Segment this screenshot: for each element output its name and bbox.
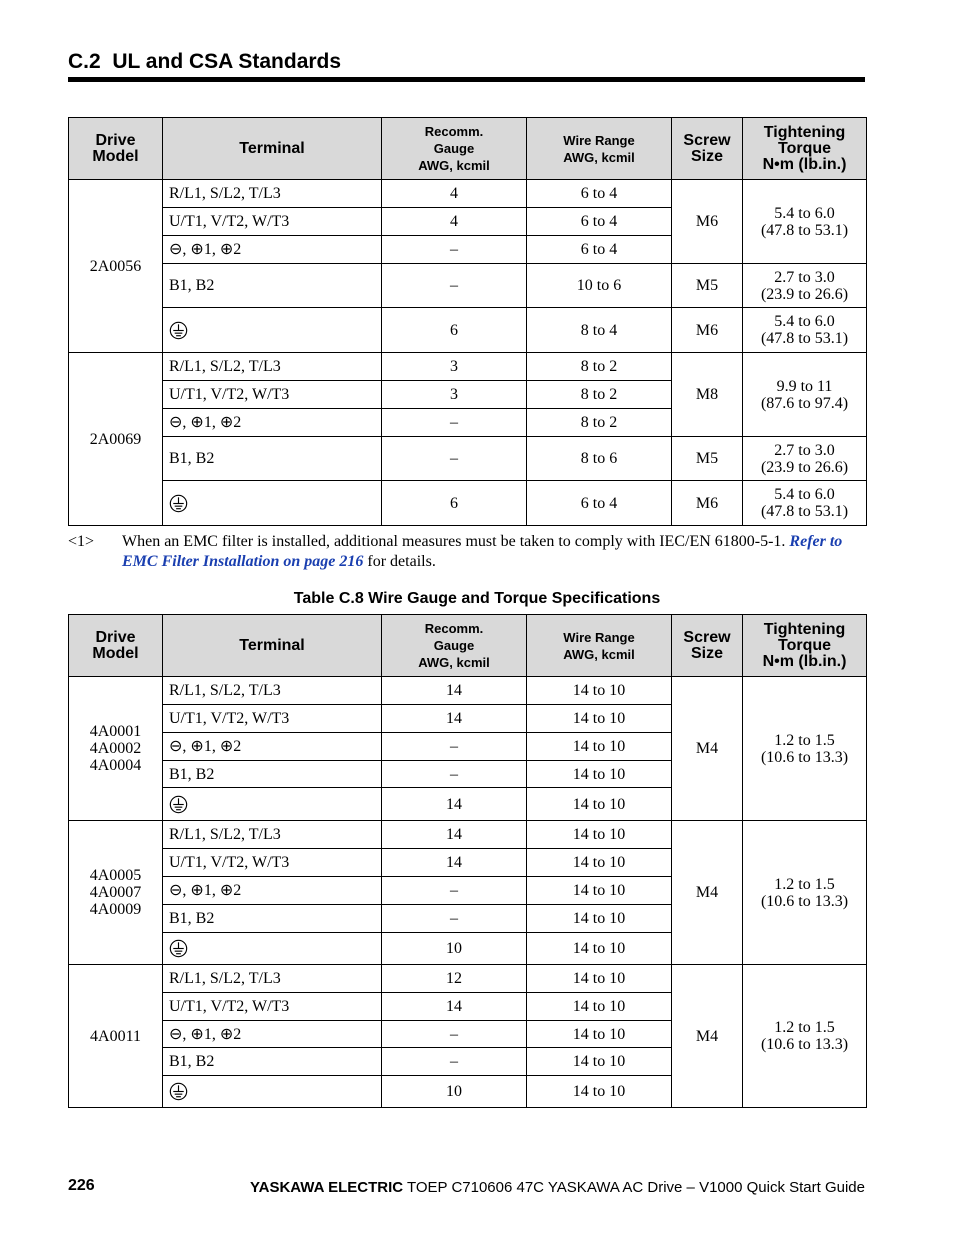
ground-icon — [169, 939, 188, 958]
screw-size-cell: M4 — [672, 677, 743, 821]
wire-gauge-table-2a — [68, 117, 867, 526]
terminal-cell: B1, B2 — [163, 761, 382, 788]
wire-range-cell: 6 to 4 — [527, 180, 672, 208]
terminal-cell: U/T1, V/T2, W/T3 — [163, 208, 382, 236]
table-row — [69, 180, 867, 208]
gauge-cell: 14 — [382, 849, 527, 877]
gauge-cell: – — [382, 733, 527, 761]
footnote — [68, 532, 868, 572]
table-caption: Table C.8 Wire Gauge and Torque Specifications — [293, 590, 661, 607]
gauge-cell: 10 — [382, 1076, 527, 1108]
screw-size-cell: M4 — [672, 965, 743, 1108]
header-terminal: Terminal — [163, 118, 382, 180]
torque-cell: 2.7 to 3.0 (23.9 to 26.6) — [743, 437, 867, 481]
gauge-cell: 14 — [382, 821, 527, 849]
footnote-tail: for details. — [363, 553, 436, 570]
table-row — [69, 481, 867, 526]
wire-range-cell: 14 to 10 — [527, 733, 672, 761]
header-gauge: Recomm. Gauge AWG, kcmil — [382, 118, 527, 180]
footer-brand: YASKAWA ELECTRIC — [250, 1179, 404, 1196]
gauge-cell: 3 — [382, 353, 527, 381]
terminal-cell: U/T1, V/T2, W/T3 — [163, 993, 382, 1021]
terminal-cell: ⊖, ⊕1, ⊕2 — [163, 236, 382, 264]
gauge-cell: – — [382, 761, 527, 788]
screw-size-cell: M6 — [672, 481, 743, 526]
wire-range-cell: 14 to 10 — [527, 877, 672, 905]
table-row — [69, 264, 867, 308]
gauge-cell: 10 — [382, 933, 527, 965]
gauge-cell: 6 — [382, 481, 527, 526]
wire-range-cell: 14 to 10 — [527, 933, 672, 965]
terminal-cell: ⊖, ⊕1, ⊕2 — [163, 409, 382, 437]
wire-range-cell: 14 to 10 — [527, 1076, 672, 1108]
header-wire-range: Wire Range AWG, kcmil — [527, 615, 672, 677]
wire-range-cell: 14 to 10 — [527, 1048, 672, 1076]
drive-model-cell: 4A0005 4A0007 4A0009 — [69, 821, 163, 965]
wire-range-cell: 14 to 10 — [527, 993, 672, 1021]
table-row — [69, 353, 867, 381]
drive-model-cell: 4A0001 4A0002 4A0004 — [69, 677, 163, 821]
wire-range-cell: 14 to 10 — [527, 677, 672, 705]
header-screw-size: Screw Size — [672, 615, 743, 677]
terminal-cell: B1, B2 — [163, 905, 382, 933]
terminal-cell-ground — [163, 1076, 382, 1108]
ground-icon — [169, 321, 188, 340]
gauge-cell: 14 — [382, 993, 527, 1021]
ground-icon — [169, 1082, 188, 1101]
header-drive-model: Drive Model — [69, 118, 163, 180]
screw-size-cell: M4 — [672, 821, 743, 965]
header-wire-range: Wire Range AWG, kcmil — [527, 118, 672, 180]
screw-size-cell: M5 — [672, 264, 743, 308]
table-row — [69, 308, 867, 353]
screw-size-cell: M6 — [672, 308, 743, 353]
terminal-cell-ground — [163, 481, 382, 526]
header-torque: Tightening Torque N•m (lb.in.) — [743, 118, 867, 180]
wire-range-cell: 8 to 2 — [527, 353, 672, 381]
wire-range-cell: 6 to 4 — [527, 208, 672, 236]
terminal-cell: R/L1, S/L2, T/L3 — [163, 353, 382, 381]
terminal-cell: R/L1, S/L2, T/L3 — [163, 965, 382, 993]
torque-cell: 2.7 to 3.0 (23.9 to 26.6) — [743, 264, 867, 308]
gauge-cell: – — [382, 264, 527, 308]
gauge-cell: – — [382, 437, 527, 481]
footer-text — [250, 1179, 865, 1196]
terminal-cell-ground — [163, 788, 382, 821]
terminal-cell: ⊖, ⊕1, ⊕2 — [163, 733, 382, 761]
wire-range-cell: 6 to 4 — [527, 236, 672, 264]
wire-range-cell: 14 to 10 — [527, 1021, 672, 1048]
torque-cell: 5.4 to 6.0 (47.8 to 53.1) — [743, 180, 867, 264]
header-screw-size: Screw Size — [672, 118, 743, 180]
gauge-cell: – — [382, 1021, 527, 1048]
wire-range-cell: 8 to 4 — [527, 308, 672, 353]
ground-icon — [169, 494, 188, 513]
header-gauge: Recomm. Gauge AWG, kcmil — [382, 615, 527, 677]
gauge-cell: – — [382, 877, 527, 905]
torque-cell: 1.2 to 1.5 (10.6 to 13.3) — [743, 821, 867, 965]
terminal-cell: U/T1, V/T2, W/T3 — [163, 705, 382, 733]
gauge-cell: 14 — [382, 677, 527, 705]
torque-cell: 9.9 to 11 (87.6 to 97.4) — [743, 353, 867, 437]
header-drive-model: Drive Model — [69, 615, 163, 677]
table-row — [69, 437, 867, 481]
torque-cell: 1.2 to 1.5 (10.6 to 13.3) — [743, 965, 867, 1108]
footnote-body — [122, 532, 868, 572]
terminal-cell: B1, B2 — [163, 1048, 382, 1076]
wire-range-cell: 8 to 2 — [527, 381, 672, 409]
wire-range-cell: 14 to 10 — [527, 788, 672, 821]
drive-model-cell: 4A0011 — [69, 965, 163, 1108]
header-terminal: Terminal — [163, 615, 382, 677]
header-torque: Tightening Torque N•m (lb.in.) — [743, 615, 867, 677]
terminal-cell: B1, B2 — [163, 437, 382, 481]
footnote-mark: <1> — [68, 533, 95, 550]
table-header-row — [69, 615, 867, 677]
gauge-cell: 6 — [382, 308, 527, 353]
ground-icon — [169, 795, 188, 814]
table-row — [69, 821, 867, 849]
wire-range-cell: 8 to 6 — [527, 437, 672, 481]
torque-cell: 1.2 to 1.5 (10.6 to 13.3) — [743, 677, 867, 821]
gauge-cell: 3 — [382, 381, 527, 409]
section-number: C.2 — [68, 50, 101, 73]
emc-filter-reference-link[interactable]: Refer to EMC Filter Installation on page 216 — [122, 533, 843, 570]
gauge-cell: 14 — [382, 788, 527, 821]
wire-range-cell: 14 to 10 — [527, 705, 672, 733]
gauge-cell: – — [382, 905, 527, 933]
terminal-cell: R/L1, S/L2, T/L3 — [163, 677, 382, 705]
gauge-cell: – — [382, 409, 527, 437]
table-row — [69, 677, 867, 705]
torque-cell: 5.4 to 6.0 (47.8 to 53.1) — [743, 308, 867, 353]
drive-model-cell: 2A0056 — [69, 180, 163, 353]
wire-range-cell: 14 to 10 — [527, 965, 672, 993]
gauge-cell: 12 — [382, 965, 527, 993]
gauge-cell: – — [382, 236, 527, 264]
gauge-cell: – — [382, 1048, 527, 1076]
wire-range-cell: 14 to 10 — [527, 849, 672, 877]
gauge-cell: 4 — [382, 180, 527, 208]
terminal-cell: R/L1, S/L2, T/L3 — [163, 821, 382, 849]
drive-model-cell: 2A0069 — [69, 353, 163, 526]
wire-range-cell: 14 to 10 — [527, 761, 672, 788]
wire-range-cell: 8 to 2 — [527, 409, 672, 437]
section-rule — [68, 77, 865, 82]
torque-cell: 5.4 to 6.0 (47.8 to 53.1) — [743, 481, 867, 526]
terminal-cell: B1, B2 — [163, 264, 382, 308]
wire-gauge-table-4a — [68, 614, 867, 1108]
page-number: 226 — [68, 1177, 95, 1194]
screw-size-cell: M6 — [672, 180, 743, 264]
terminal-cell: U/T1, V/T2, W/T3 — [163, 849, 382, 877]
terminal-cell: ⊖, ⊕1, ⊕2 — [163, 1021, 382, 1048]
wire-range-cell: 14 to 10 — [527, 905, 672, 933]
section-title — [68, 50, 341, 74]
screw-size-cell: M5 — [672, 437, 743, 481]
terminal-cell-ground — [163, 308, 382, 353]
table-header-row — [69, 118, 867, 180]
footnote-text: When an EMC filter is installed, additional measures must be taken to comply with IEC/EN 61800-5-1. — [122, 533, 790, 550]
section-title-text: UL and CSA Standards — [112, 50, 342, 73]
terminal-cell: R/L1, S/L2, T/L3 — [163, 180, 382, 208]
terminal-cell: U/T1, V/T2, W/T3 — [163, 381, 382, 409]
screw-size-cell: M8 — [672, 353, 743, 437]
wire-range-cell: 10 to 6 — [527, 264, 672, 308]
wire-range-cell: 6 to 4 — [527, 481, 672, 526]
terminal-cell: ⊖, ⊕1, ⊕2 — [163, 877, 382, 905]
terminal-cell-ground — [163, 933, 382, 965]
footer-doc-title: TOEP C710606 47C YASKAWA AC Drive – V1000 Quick Start Guide — [403, 1179, 865, 1196]
wire-range-cell: 14 to 10 — [527, 821, 672, 849]
gauge-cell: 4 — [382, 208, 527, 236]
table-row — [69, 965, 867, 993]
gauge-cell: 14 — [382, 705, 527, 733]
